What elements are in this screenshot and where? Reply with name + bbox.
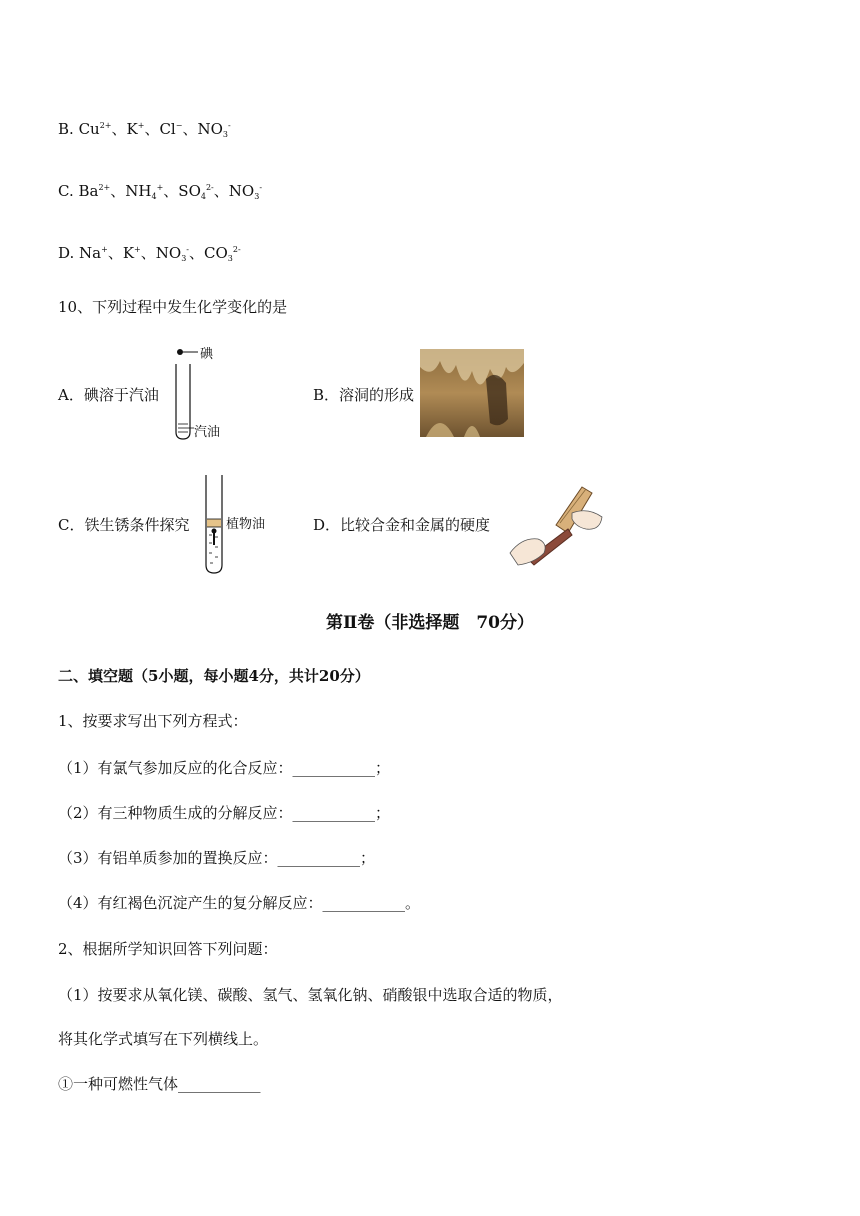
ion-formula: $CO_3^{2-}$ — [204, 244, 241, 263]
ion-formula: K+ — [122, 244, 141, 262]
ion-formula: $NO_3^-$ — [155, 244, 189, 263]
ion-formula: $Ba^{2+}$ — [78, 182, 111, 200]
part2-title: 二、填空题（5小题，每小题4分，共计20分） — [58, 667, 370, 685]
q1-item-1: （1）有氯气参加反应的化合反应：___________； — [58, 759, 391, 777]
option-letter: C. — [58, 182, 79, 200]
q1-item-3: （3）有铝单质参加的置换反应：___________； — [58, 849, 376, 867]
option-letter: D. — [58, 244, 80, 262]
q2-stem: 2、根据所学知识回答下列问题： — [58, 940, 278, 958]
ion-formula: $Cu^{2+}$ — [78, 120, 112, 138]
option-d: D. Na+、K+、$NO_3^-$、$CO_3^{2-}$ — [58, 244, 241, 263]
ion-formula: K+ — [126, 120, 145, 138]
ion-formula: $NH_4^+$ — [125, 182, 164, 201]
section-title: 第Ⅱ卷（非选择题 70分） — [326, 613, 534, 633]
ion-formula: $SO_4^{2-}$ — [178, 182, 214, 201]
q1-stem: 1、按要求写出下列方程式： — [58, 712, 248, 730]
ion-formula: Na+ — [79, 244, 108, 262]
q2-sub1-cont: 将其化学式填写在下列横线上。 — [58, 1030, 269, 1048]
q2-sub1: （1）按要求从氧化镁、碳酸、氢气、氢氧化钠、硝酸银中选取合适的物质， — [58, 986, 563, 1004]
option-b: B. $Cu^{2+}$、K+、Cl−、$NO_3^-$ — [58, 120, 231, 139]
q1-item-4: （4）有红褐色沉淀产生的复分解反应：___________。 — [58, 894, 421, 912]
q1-item-2: （2）有三种物质生成的分解反应：___________； — [58, 804, 391, 822]
option-c: C. $Ba^{2+}$、$NH_4^+$、$SO_4^{2-}$、$NO_3^-$ — [58, 182, 263, 201]
q10-option-c: C．铁生锈条件探究 — [58, 516, 190, 534]
question-10-stem: 10、下列过程中发生化学变化的是 — [58, 298, 288, 316]
option-letter: B. — [58, 120, 79, 138]
ion-formula: Cl− — [159, 120, 183, 138]
cave-photo — [420, 349, 524, 437]
iodine-label: 碘 — [200, 347, 214, 362]
q10-option-a: A．碘溶于汽油 — [58, 386, 159, 404]
vegetable-oil-label: 植物油 — [226, 517, 266, 532]
q10-option-b: B．溶洞的形成 — [313, 386, 415, 404]
gasoline-label: 汽油 — [194, 425, 221, 440]
q10-option-d: D．比较合金和金属的硬度 — [313, 516, 491, 534]
ion-formula: $NO_3^-$ — [197, 120, 231, 139]
ion-formula: $NO_3^-$ — [228, 182, 263, 201]
q2-item-1: ①一种可燃性气体___________ — [58, 1075, 261, 1093]
hardness-comparison-figure — [508, 483, 604, 567]
